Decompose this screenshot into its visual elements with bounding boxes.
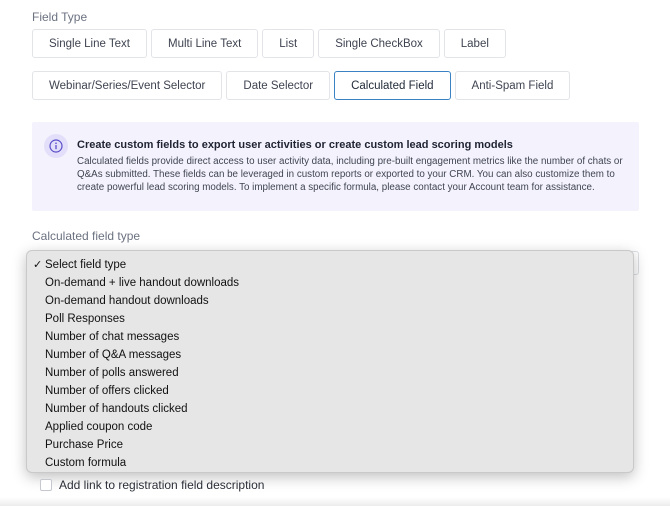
- field-type-date-selector[interactable]: Date Selector: [226, 71, 330, 100]
- field-type-calculated-field[interactable]: Calculated Field: [334, 71, 450, 100]
- dropdown-option-label: Select field type: [45, 259, 127, 271]
- registration-link-checkbox[interactable]: [40, 479, 52, 491]
- dropdown-option[interactable]: [27, 364, 633, 382]
- dropdown-option[interactable]: [27, 454, 633, 472]
- dropdown-option[interactable]: [27, 346, 633, 364]
- info-body: Calculated fields provide direct access to user activity data, including pre-built engagement metrics like the number of chats or Q&As submitted. These fields can be leveraged in custom reports or exported to your CRM. You can also customize them to create powerful lead scoring models. To implement a specific formula, please contact your Account team for assistance.: [77, 156, 623, 193]
- dropdown-option[interactable]: [27, 310, 633, 328]
- dropdown-option-label: Poll Responses: [45, 313, 125, 325]
- dropdown-option-label: Number of polls answered: [45, 367, 179, 379]
- info-title: Create custom fields to export user activities or create custom lead scoring models: [77, 139, 513, 151]
- dropdown-option[interactable]: [27, 292, 633, 310]
- field-type-row-2: [32, 71, 570, 100]
- dropdown-option-label: Number of Q&A messages: [45, 349, 182, 361]
- dropdown-option[interactable]: [27, 418, 633, 436]
- bottom-divider: [0, 497, 670, 506]
- dropdown-option-label: Custom formula: [45, 457, 127, 469]
- dropdown-option[interactable]: [27, 400, 633, 418]
- dropdown-option-label: Number of offers clicked: [45, 385, 169, 397]
- field-type-row-1: [32, 29, 506, 58]
- dropdown-option-label: On-demand + live handout downloads: [45, 277, 240, 289]
- dropdown-option-select-field-type[interactable]: [27, 256, 633, 274]
- field-type-single-line-text[interactable]: Single Line Text: [32, 29, 147, 58]
- dropdown-option-label: Purchase Price: [45, 439, 123, 451]
- dropdown-option-label: Applied coupon code: [45, 421, 153, 433]
- field-type-single-checkbox[interactable]: Single CheckBox: [318, 29, 440, 58]
- field-type-label: Field Type: [32, 10, 88, 24]
- registration-link-row: [40, 478, 264, 492]
- info-icon: [44, 134, 68, 158]
- field-type-multi-line-text[interactable]: Multi Line Text: [151, 29, 258, 58]
- dropdown-option[interactable]: [27, 328, 633, 346]
- calculated-field-type-dropdown: [26, 250, 634, 473]
- field-type-anti-spam-field[interactable]: Anti-Spam Field: [455, 71, 571, 100]
- dropdown-option-label: Number of chat messages: [45, 331, 180, 343]
- dropdown-option-label: Number of handouts clicked: [45, 403, 188, 415]
- field-type-event-selector[interactable]: Webinar/Series/Event Selector: [32, 71, 222, 100]
- dropdown-option[interactable]: [27, 274, 633, 292]
- dropdown-option-label: On-demand handout downloads: [45, 295, 209, 307]
- checkmark-icon: ✓: [33, 259, 43, 271]
- calculated-field-type-label: Calculated field type: [32, 229, 141, 243]
- dropdown-option[interactable]: [27, 382, 633, 400]
- field-type-label-option[interactable]: Label: [444, 29, 506, 58]
- registration-link-label: Add link to registration field description: [59, 478, 265, 492]
- dropdown-option[interactable]: [27, 436, 633, 454]
- field-type-list[interactable]: List: [262, 29, 314, 58]
- info-banner: [32, 122, 639, 211]
